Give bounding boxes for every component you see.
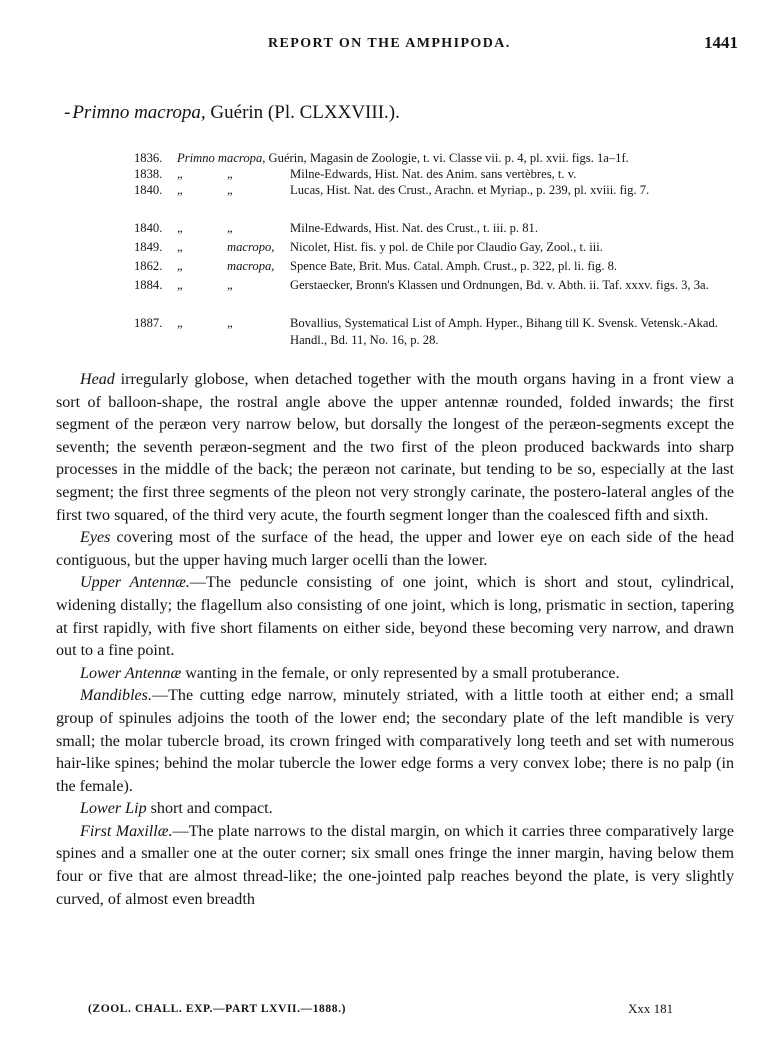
synonymy-name: „	[177, 259, 185, 273]
synonymy-year: 1836.	[134, 151, 163, 165]
paragraph-first-maxillae	[56, 821, 734, 911]
paragraph-lead: Mandibles.	[80, 687, 152, 705]
synonymy-year: 1849.	[134, 240, 163, 254]
synonymy-species: macropa,	[227, 259, 275, 273]
species-title	[64, 102, 400, 124]
footer-signature-line: (ZOOL. CHALL. EXP.—PART LXVII.—1888.)	[88, 1003, 347, 1015]
paragraph-eyes	[56, 527, 734, 572]
synonymy-citation: Bovallius, Systematical List of Amph. Hyper., Bihang till K. Svensk. Vetensk.-Akad. Handl., Bd. 11, No. 16, p. 28.	[290, 316, 718, 347]
synonymy-citation: Lucas, Hist. Nat. des Crust., Arachn. et Myriap., p. 239, pl. xviii. fig. 7.	[290, 183, 650, 197]
species-name: Primno macropa,	[72, 102, 206, 123]
synonymy-year: 1884.	[134, 278, 163, 292]
paragraph-lead: Lower Antennæ	[80, 664, 182, 682]
synonymy-year: 1887.	[134, 316, 163, 330]
synonymy-name: „	[177, 278, 185, 292]
synonymy-species: „	[227, 183, 235, 197]
synonymy-citation: Gerstaecker, Bronn's Klassen und Ordnungen, Bd. v. Abth. ii. Taf. xxxv. figs. 3, 3a.	[290, 278, 709, 292]
synonymy-name: „	[177, 221, 185, 235]
synonymy-species: „	[227, 278, 235, 292]
synonymy-species: „	[227, 167, 235, 181]
paragraph-lead: First Maxillæ.	[80, 822, 173, 840]
synonymy-year: 1838.	[134, 167, 163, 181]
paragraph-text: short and compact.	[146, 800, 273, 818]
paragraph-lower-lip	[56, 798, 734, 821]
synonymy-year: 1840.	[134, 183, 163, 197]
title-dash: -	[64, 102, 71, 123]
synonymy-citation: Guérin, Magasin de Zoologie, t. vi. Classe vii. p. 4, pl. xvii. figs. 1a–1f.	[268, 151, 629, 165]
paragraph-upper-antennae	[56, 572, 734, 662]
paragraph-lower-antennae	[56, 663, 734, 686]
paragraph-lead: Upper Antennæ.	[80, 574, 190, 592]
species-authority: Guérin (Pl. CLXXVIII.).	[205, 102, 400, 123]
paragraph-lead: Lower Lip	[80, 800, 147, 818]
page-number: 1441	[704, 33, 738, 52]
synonymy-year: 1840.	[134, 221, 163, 235]
paragraph-text: —The cutting edge narrow, minutely striated, with a little tooth at either end; a small group of spinules adjoins the tooth of the lower end; the secondary plate of the left mandible is very small; the molar tubercle broad, its crown fringed with comparatively long teeth and set with numerous hair-like spines; behind the molar tubercle the lower edge forms a very convex lobe; there is no palp (in the female).	[56, 687, 734, 795]
synonymy-citation: Spence Bate, Brit. Mus. Catal. Amph. Crust., p. 322, pl. li. fig. 8.	[290, 259, 618, 273]
running-head: REPORT ON THE AMPHIPODA.	[268, 36, 511, 51]
paragraph-text: —The plate narrows to the distal margin, on which it carries three comparatively large spines and a smaller one at the outer corner; six small ones fringe the inner margin, having below them four or five that are almost thread-like; the one-jointed palp reaches beyond the plate, is very slightly curved, of almost even breadth	[56, 822, 734, 908]
paragraph-lead: Head	[80, 371, 115, 388]
paragraph-head	[56, 369, 734, 527]
synonymy-year: 1862.	[134, 259, 163, 273]
synonymy-citation: Milne-Edwards, Hist. Nat. des Anim. sans vertèbres, t. v.	[290, 167, 577, 181]
synonymy-name: „	[177, 316, 185, 330]
synonymy-reference	[177, 150, 743, 167]
paragraph-mandibles	[56, 685, 734, 798]
paragraph-lead: Eyes	[80, 529, 111, 547]
description-body	[56, 369, 734, 911]
synonymy-name: „	[177, 183, 185, 197]
synonymy-name: Primno macropa,	[177, 151, 266, 165]
synonymy-citation: Nicolet, Hist. fis. y pol. de Chile por Claudio Gay, Zool., t. iii.	[290, 240, 603, 254]
synonymy-species: macropo,	[227, 240, 275, 254]
paragraph-text: —The peduncle consisting of one joint, which is short and stout, cylindrical, widening distally; the flagellum also consisting of one joint, which is long, prismatic in section, tapering at first rapidly, with five short filaments on either side, beyond these becoming very narrow, and drawn out to a fine point.	[56, 574, 734, 660]
paragraph-text: irregularly globose, when detached together with the mouth organs having in a front view a sort of balloon-shape, the rostral angle above the upper antennæ rounded, folded inwards; the first segment of the peræon very narrow below, but dorsally the longest of the peræon-segments except the seventh; the seventh peræon-segment and the two first of the pleon produced backwards into sharp processes in the middle of the back; the peræon not carinate, but tending to be so, especially at the last segment; the first three segments of the pleon not very strongly carinate, the postero-lateral angles of the first two squared, of the third very acute, the fourth segment longer than the coalesced fifth and sixth.	[56, 371, 734, 524]
synonymy-species: „	[227, 316, 235, 330]
synonymy-name: „	[177, 167, 185, 181]
paragraph-text: covering most of the surface of the head, the upper and lower eye on each side of the head contiguous, but the upper having much larger ocelli than the lower.	[56, 529, 734, 569]
synonymy-citation: Milne-Edwards, Hist. Nat. des Crust., t. iii. p. 81.	[290, 221, 539, 235]
synonymy-species: „	[227, 221, 235, 235]
footer-signature-mark: Xxx 181	[628, 1001, 674, 1016]
paragraph-text: wanting in the female, or only represented by a small protuberance.	[181, 664, 620, 682]
synonymy-name: „	[177, 240, 185, 254]
